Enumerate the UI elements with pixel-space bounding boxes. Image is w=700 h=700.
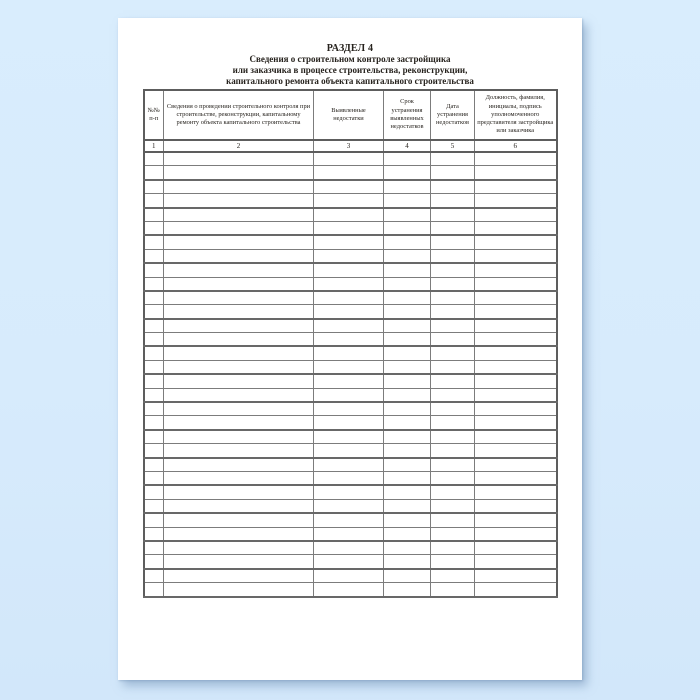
empty-log-cell xyxy=(431,194,475,208)
empty-log-cell xyxy=(164,458,314,472)
empty-log-row xyxy=(144,388,557,402)
empty-log-cell xyxy=(164,555,314,569)
empty-log-cell xyxy=(144,541,164,555)
empty-log-cell xyxy=(314,541,384,555)
table-header-row xyxy=(144,90,557,140)
column-header-fix-date: Дата устранения недостатков xyxy=(431,90,475,140)
empty-log-cell xyxy=(144,333,164,347)
empty-log-cell xyxy=(314,263,384,277)
empty-log-cell xyxy=(314,333,384,347)
empty-log-cell xyxy=(314,583,384,597)
empty-log-cell xyxy=(431,374,475,388)
empty-log-cell xyxy=(384,555,431,569)
section-title: РАЗДЕЛ 4 xyxy=(326,43,374,54)
empty-log-cell xyxy=(144,360,164,374)
empty-log-cell xyxy=(144,277,164,291)
empty-log-row xyxy=(144,555,557,569)
empty-log-cell xyxy=(164,249,314,263)
empty-log-cell xyxy=(384,166,431,180)
empty-log-cell xyxy=(144,180,164,194)
empty-log-cell xyxy=(314,499,384,513)
empty-log-cell xyxy=(384,513,431,527)
column-number-4: 4 xyxy=(384,140,431,152)
empty-log-cell xyxy=(431,152,475,166)
empty-log-cell xyxy=(384,416,431,430)
empty-log-cell xyxy=(144,305,164,319)
column-header-deadline: Срок устранения выявленных недостатков xyxy=(384,90,431,140)
empty-log-row xyxy=(144,263,557,277)
empty-log-cell xyxy=(144,194,164,208)
empty-log-cell xyxy=(164,346,314,360)
column-number-row xyxy=(144,140,557,152)
empty-log-cell xyxy=(475,194,557,208)
empty-log-cell xyxy=(475,471,557,485)
document-subtitle-line-2: или заказчика в процессе строительства, реконструкции, xyxy=(232,65,468,75)
empty-log-cell xyxy=(475,444,557,458)
empty-log-row xyxy=(144,458,557,472)
empty-log-cell xyxy=(164,194,314,208)
empty-log-cell xyxy=(431,249,475,263)
empty-log-cell xyxy=(314,402,384,416)
column-header-number: №№ п-п xyxy=(144,90,164,140)
document-title-block xyxy=(118,43,582,87)
column-header-control-info: Сведения о проведении строительного контроля при строительстве, реконструкции, капитальному ремонту объекта капитального строительства xyxy=(164,90,314,140)
empty-log-cell xyxy=(431,444,475,458)
empty-log-cell xyxy=(314,249,384,263)
column-number-1: 1 xyxy=(144,140,164,152)
empty-log-cell xyxy=(384,263,431,277)
empty-log-cell xyxy=(475,527,557,541)
empty-log-cell xyxy=(314,291,384,305)
empty-log-cell xyxy=(164,291,314,305)
empty-log-cell xyxy=(164,388,314,402)
empty-log-cell xyxy=(431,527,475,541)
empty-log-cell xyxy=(431,221,475,235)
empty-log-cell xyxy=(384,305,431,319)
empty-log-cell xyxy=(431,555,475,569)
empty-log-cell xyxy=(475,458,557,472)
empty-log-cell xyxy=(164,485,314,499)
empty-log-cell xyxy=(384,541,431,555)
empty-log-cell xyxy=(384,277,431,291)
empty-log-cell xyxy=(314,235,384,249)
empty-log-cell xyxy=(164,430,314,444)
empty-log-cell xyxy=(475,208,557,222)
empty-log-cell xyxy=(384,360,431,374)
empty-log-cell xyxy=(431,513,475,527)
empty-log-row xyxy=(144,583,557,597)
empty-log-cell xyxy=(384,194,431,208)
empty-log-cell xyxy=(384,249,431,263)
empty-log-row xyxy=(144,180,557,194)
empty-log-cell xyxy=(164,319,314,333)
empty-log-cell xyxy=(314,180,384,194)
empty-log-cell xyxy=(384,152,431,166)
empty-log-cell xyxy=(314,513,384,527)
empty-log-cell xyxy=(475,485,557,499)
empty-log-row xyxy=(144,471,557,485)
empty-log-cell xyxy=(475,346,557,360)
empty-log-cell xyxy=(144,166,164,180)
empty-log-cell xyxy=(475,263,557,277)
empty-log-row xyxy=(144,402,557,416)
empty-log-cell xyxy=(431,471,475,485)
empty-log-cell xyxy=(475,374,557,388)
empty-log-cell xyxy=(431,402,475,416)
empty-log-cell xyxy=(164,569,314,583)
empty-log-cell xyxy=(164,541,314,555)
empty-log-cell xyxy=(144,152,164,166)
empty-log-cell xyxy=(314,319,384,333)
empty-log-cell xyxy=(164,221,314,235)
empty-log-cell xyxy=(314,194,384,208)
empty-log-cell xyxy=(431,208,475,222)
empty-log-cell xyxy=(144,346,164,360)
empty-log-cell xyxy=(144,221,164,235)
column-number-2: 2 xyxy=(164,140,314,152)
empty-log-cell xyxy=(431,388,475,402)
empty-log-cell xyxy=(314,152,384,166)
empty-log-cell xyxy=(431,485,475,499)
empty-log-row xyxy=(144,374,557,388)
empty-log-row xyxy=(144,444,557,458)
empty-log-cell xyxy=(164,513,314,527)
empty-log-cell xyxy=(384,499,431,513)
empty-log-cell xyxy=(144,583,164,597)
empty-log-cell xyxy=(475,152,557,166)
empty-log-cell xyxy=(475,235,557,249)
empty-log-cell xyxy=(164,444,314,458)
empty-log-cell xyxy=(475,388,557,402)
empty-log-cell xyxy=(431,305,475,319)
empty-log-cell xyxy=(314,444,384,458)
empty-log-cell xyxy=(164,166,314,180)
empty-log-cell xyxy=(144,458,164,472)
empty-log-cell xyxy=(144,499,164,513)
empty-log-cell xyxy=(384,444,431,458)
empty-log-cell xyxy=(384,221,431,235)
empty-log-cell xyxy=(384,235,431,249)
empty-log-row xyxy=(144,333,557,347)
empty-log-cell xyxy=(384,458,431,472)
empty-log-cell xyxy=(314,208,384,222)
empty-log-cell xyxy=(431,458,475,472)
empty-log-cell xyxy=(431,430,475,444)
empty-log-cell xyxy=(314,221,384,235)
empty-log-cell xyxy=(314,388,384,402)
empty-log-cell xyxy=(144,388,164,402)
empty-log-cell xyxy=(144,416,164,430)
empty-log-cell xyxy=(164,180,314,194)
empty-log-cell xyxy=(384,208,431,222)
empty-log-cell xyxy=(384,319,431,333)
empty-log-row xyxy=(144,360,557,374)
empty-log-cell xyxy=(314,471,384,485)
empty-log-cell xyxy=(314,416,384,430)
empty-log-cell xyxy=(475,166,557,180)
empty-log-cell xyxy=(164,416,314,430)
empty-log-cell xyxy=(475,249,557,263)
empty-log-row xyxy=(144,513,557,527)
empty-log-cell xyxy=(164,583,314,597)
empty-log-cell xyxy=(144,263,164,277)
empty-log-cell xyxy=(431,499,475,513)
empty-log-cell xyxy=(164,235,314,249)
empty-log-cell xyxy=(431,360,475,374)
empty-log-row xyxy=(144,527,557,541)
empty-log-row xyxy=(144,541,557,555)
empty-log-cell xyxy=(475,180,557,194)
empty-log-cell xyxy=(144,374,164,388)
empty-log-row xyxy=(144,221,557,235)
empty-log-row xyxy=(144,291,557,305)
empty-log-cell xyxy=(384,180,431,194)
document-subtitle-line-1: Сведения о строительном контроле застройщика xyxy=(249,54,451,64)
empty-log-cell xyxy=(164,305,314,319)
empty-log-row xyxy=(144,166,557,180)
empty-log-cell xyxy=(144,319,164,333)
empty-log-cell xyxy=(314,569,384,583)
empty-log-cell xyxy=(144,402,164,416)
empty-log-cell xyxy=(144,249,164,263)
empty-log-row xyxy=(144,416,557,430)
empty-log-cell xyxy=(144,444,164,458)
empty-log-cell xyxy=(475,569,557,583)
empty-log-cell xyxy=(144,555,164,569)
empty-log-cell xyxy=(475,555,557,569)
empty-log-row xyxy=(144,235,557,249)
empty-log-cell xyxy=(384,374,431,388)
empty-log-cell xyxy=(164,263,314,277)
empty-log-cell xyxy=(314,360,384,374)
empty-log-cell xyxy=(164,333,314,347)
column-header-defects: Выявленные недостатки xyxy=(314,90,384,140)
empty-log-cell xyxy=(431,263,475,277)
empty-log-cell xyxy=(164,277,314,291)
column-number-6: 6 xyxy=(475,140,557,152)
empty-log-cell xyxy=(384,583,431,597)
empty-log-cell xyxy=(475,277,557,291)
empty-log-row xyxy=(144,319,557,333)
empty-log-cell xyxy=(431,346,475,360)
empty-log-cell xyxy=(475,430,557,444)
empty-log-cell xyxy=(475,541,557,555)
empty-log-cell xyxy=(475,360,557,374)
empty-log-cell xyxy=(144,208,164,222)
empty-log-cell xyxy=(431,277,475,291)
empty-log-row xyxy=(144,569,557,583)
empty-log-cell xyxy=(144,527,164,541)
empty-log-cell xyxy=(384,471,431,485)
empty-log-cell xyxy=(144,513,164,527)
document-page xyxy=(118,18,582,680)
empty-log-cell xyxy=(144,291,164,305)
empty-log-cell xyxy=(144,485,164,499)
empty-log-cell xyxy=(314,166,384,180)
empty-log-cell xyxy=(431,166,475,180)
empty-log-cell xyxy=(384,527,431,541)
column-number-3: 3 xyxy=(314,140,384,152)
log-table-body xyxy=(144,152,557,597)
empty-log-cell xyxy=(431,416,475,430)
column-number-5: 5 xyxy=(431,140,475,152)
empty-log-cell xyxy=(314,374,384,388)
empty-log-cell xyxy=(384,402,431,416)
empty-log-cell xyxy=(431,569,475,583)
empty-log-cell xyxy=(475,499,557,513)
empty-log-cell xyxy=(431,583,475,597)
empty-log-cell xyxy=(475,333,557,347)
empty-log-row xyxy=(144,194,557,208)
empty-log-row xyxy=(144,277,557,291)
empty-log-cell xyxy=(384,388,431,402)
empty-log-cell xyxy=(314,485,384,499)
empty-log-cell xyxy=(314,458,384,472)
empty-log-cell xyxy=(384,430,431,444)
empty-log-cell xyxy=(314,305,384,319)
column-header-representative: Должность, фамилия, инициалы, подпись уполномоченного представителя застройщика или заказчика xyxy=(475,90,557,140)
empty-log-cell xyxy=(475,402,557,416)
empty-log-cell xyxy=(431,541,475,555)
empty-log-cell xyxy=(314,555,384,569)
empty-log-cell xyxy=(384,485,431,499)
empty-log-cell xyxy=(314,527,384,541)
empty-log-row xyxy=(144,430,557,444)
empty-log-cell xyxy=(431,319,475,333)
empty-log-cell xyxy=(164,374,314,388)
empty-log-cell xyxy=(475,221,557,235)
empty-log-row xyxy=(144,485,557,499)
empty-log-cell xyxy=(314,346,384,360)
empty-log-cell xyxy=(144,569,164,583)
empty-log-cell xyxy=(164,208,314,222)
empty-log-cell xyxy=(475,583,557,597)
empty-log-cell xyxy=(144,430,164,444)
empty-log-cell xyxy=(164,499,314,513)
empty-log-cell xyxy=(431,333,475,347)
empty-log-row xyxy=(144,249,557,263)
empty-log-cell xyxy=(431,180,475,194)
empty-log-cell xyxy=(475,305,557,319)
empty-log-cell xyxy=(475,513,557,527)
empty-log-row xyxy=(144,499,557,513)
empty-log-cell xyxy=(475,291,557,305)
empty-log-cell xyxy=(164,527,314,541)
empty-log-cell xyxy=(164,152,314,166)
empty-log-cell xyxy=(164,471,314,485)
document-subtitle-line-3: капитального ремонта объекта капитального строительства xyxy=(226,76,474,86)
empty-log-cell xyxy=(431,235,475,249)
construction-control-log-table xyxy=(143,89,558,598)
empty-log-cell xyxy=(144,471,164,485)
empty-log-cell xyxy=(384,569,431,583)
empty-log-cell xyxy=(314,430,384,444)
empty-log-row xyxy=(144,152,557,166)
empty-log-row xyxy=(144,305,557,319)
empty-log-cell xyxy=(384,333,431,347)
empty-log-cell xyxy=(314,277,384,291)
empty-log-row xyxy=(144,346,557,360)
empty-log-cell xyxy=(475,319,557,333)
empty-log-cell xyxy=(431,291,475,305)
empty-log-cell xyxy=(164,360,314,374)
empty-log-cell xyxy=(384,291,431,305)
empty-log-cell xyxy=(164,402,314,416)
empty-log-cell xyxy=(384,346,431,360)
empty-log-row xyxy=(144,208,557,222)
empty-log-cell xyxy=(475,416,557,430)
empty-log-cell xyxy=(144,235,164,249)
